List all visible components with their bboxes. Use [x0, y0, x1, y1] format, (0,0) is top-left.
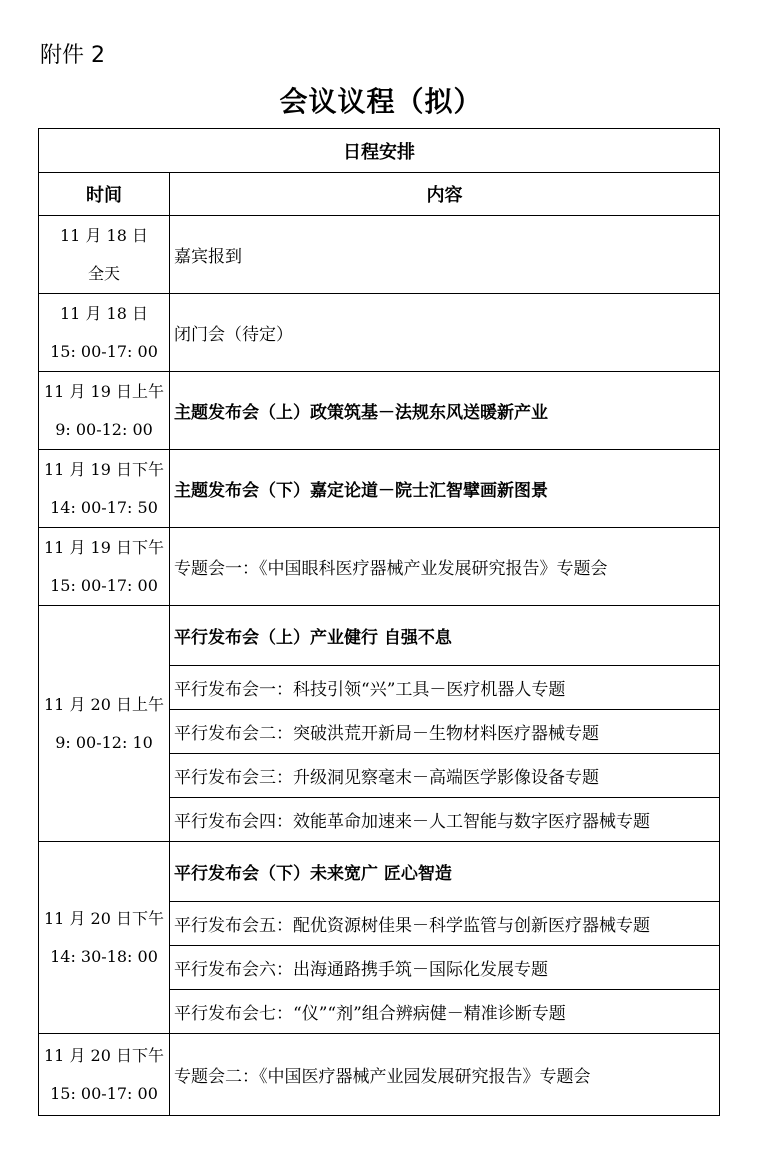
table-row: [39, 450, 720, 528]
page-title: 会议议程（拟）: [279, 85, 483, 118]
content-cell: 专题会一：《中国眼科医疗器械产业发展研究报告》专题会: [170, 528, 720, 606]
time-text: 9: 00-12: 00: [55, 419, 153, 439]
time-cell: [39, 528, 170, 606]
content-column-header: 内容: [170, 173, 720, 216]
table-row: [39, 528, 720, 606]
time-text: 14: 30-18: 00: [50, 946, 158, 966]
time-cell: [39, 842, 170, 1034]
time-cell: [39, 1034, 170, 1116]
content-cell: 专题会二：《中国医疗器械产业园发展研究报告》专题会: [170, 1034, 720, 1116]
table-row: [39, 1034, 720, 1116]
content-cell: 嘉宾报到: [170, 216, 720, 294]
date-text: 11 月 20 日下午: [44, 908, 164, 928]
date-text: 11 月 19 日下午: [44, 537, 164, 557]
date-text: 11 月 18 日: [60, 225, 148, 245]
schedule-banner: 日程安排: [39, 129, 720, 173]
content-cell: 平行发布会三：升级洞见察毫末－高端医学影像设备专题: [170, 754, 720, 798]
content-cell: 平行发布会二：突破洪荒开新局－生物材料医疗器械专题: [170, 710, 720, 754]
time-cell: [39, 372, 170, 450]
content-cell: 平行发布会一：科技引领“兴”工具－医疗机器人专题: [170, 666, 720, 710]
time-text: 15: 00-17: 00: [50, 1083, 158, 1103]
time-text: 15: 00-17: 00: [50, 341, 158, 361]
table-row: [39, 842, 720, 902]
banner-row: [39, 129, 720, 173]
time-cell: [39, 450, 170, 528]
date-text: 11 月 19 日下午: [44, 459, 164, 479]
date-text: 11 月 20 日上午: [44, 694, 164, 714]
table-row: [39, 606, 720, 666]
time-cell: [39, 606, 170, 842]
table-row: [39, 294, 720, 372]
header-row: [39, 173, 720, 216]
attachment-label: 附件 2: [40, 43, 105, 68]
agenda-table: [38, 128, 720, 1116]
date-text: 11 月 18 日: [60, 303, 148, 323]
time-text: 9: 00-12: 10: [55, 732, 153, 752]
content-cell: 平行发布会七：“仪”“剂”组合辨病健－精准诊断专题: [170, 990, 720, 1034]
time-column-header: 时间: [39, 173, 170, 216]
session-group-header: 平行发布会（下）未来宽广 匠心智造: [170, 842, 720, 902]
content-cell: 闭门会（待定）: [170, 294, 720, 372]
table-row: [39, 372, 720, 450]
content-cell: 主题发布会（下）嘉定论道－院士汇智擘画新图景: [170, 450, 720, 528]
date-text: 11 月 20 日下午: [44, 1045, 164, 1065]
time-text: 全天: [87, 263, 120, 283]
time-text: 15: 00-17: 00: [50, 575, 158, 595]
session-group-header: 平行发布会（上）产业健行 自强不息: [170, 606, 720, 666]
time-cell: [39, 294, 170, 372]
time-text: 14: 00-17: 50: [50, 497, 158, 517]
content-cell: 主题发布会（上）政策筑基－法规东风送暖新产业: [170, 372, 720, 450]
content-cell: 平行发布会四：效能革命加速来－人工智能与数字医疗器械专题: [170, 798, 720, 842]
content-cell: 平行发布会五：配优资源树佳果－科学监管与创新医疗器械专题: [170, 902, 720, 946]
time-cell: [39, 216, 170, 294]
content-cell: 平行发布会六：出海通路携手筑－国际化发展专题: [170, 946, 720, 990]
date-text: 11 月 19 日上午: [44, 381, 164, 401]
table-row: [39, 216, 720, 294]
